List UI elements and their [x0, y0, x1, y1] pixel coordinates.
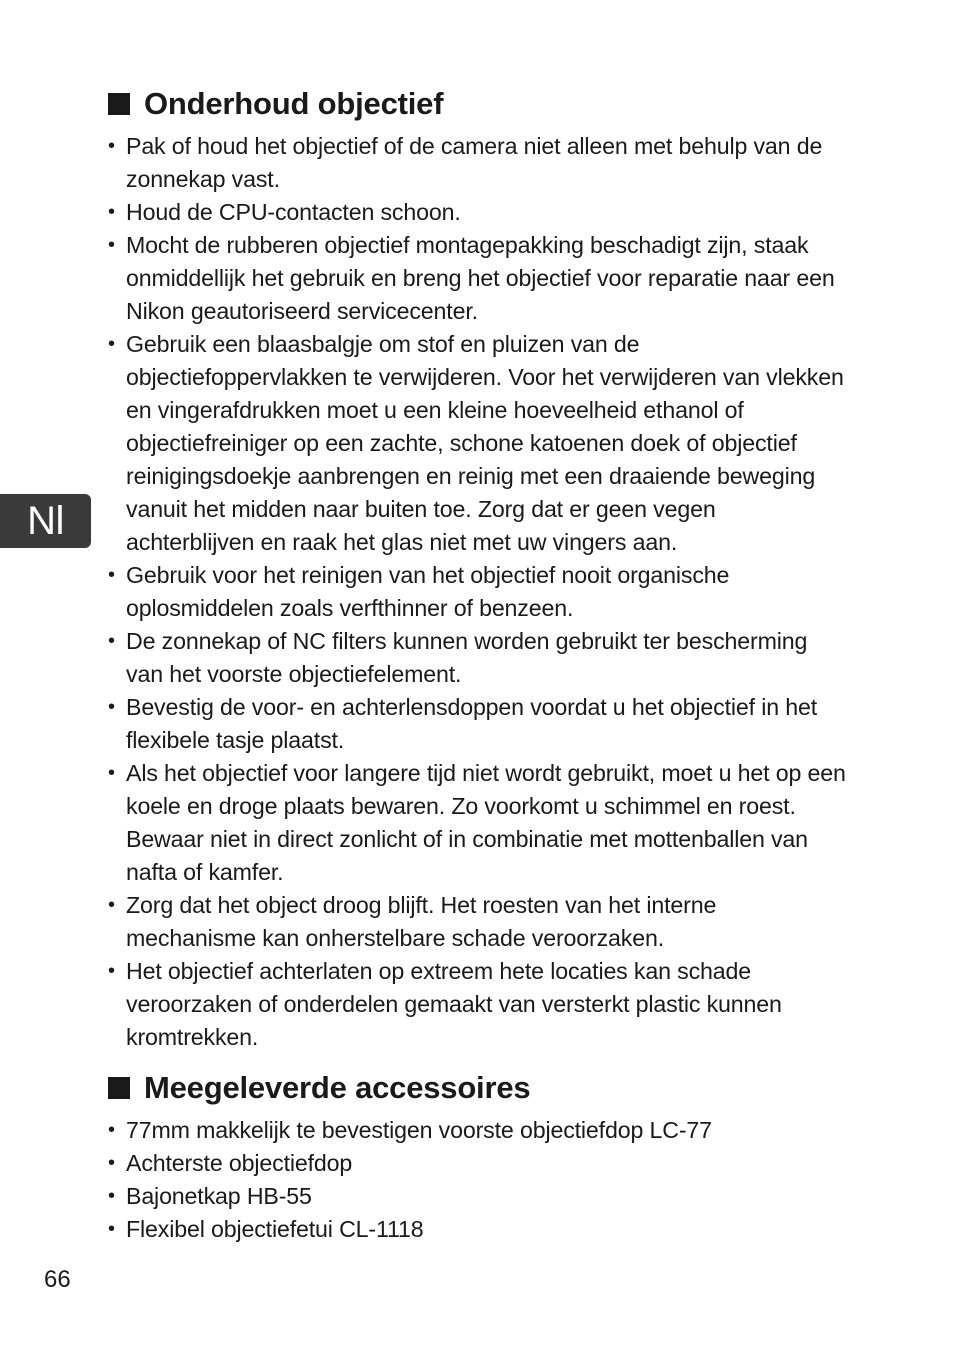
- section-heading: [108, 1068, 848, 1108]
- list-item: • Achterste objectiefdop: [108, 1147, 848, 1180]
- list-item: • Mocht de rubberen objectief montagepakking beschadigt zijn, staak onmiddellijk het gebruik en breng het objectief voor reparatie naar een Nikon geautoriseerd servicecenter.: [108, 229, 848, 328]
- page-number: 66: [44, 1266, 71, 1293]
- list-item: • Bevestig de voor- en achterlensdoppen voordat u het objectief in het flexibele tasje plaatst.: [108, 691, 848, 757]
- list-item: • Flexibel objectiefetui CL-1118: [108, 1213, 848, 1246]
- square-bullet-icon: [108, 1077, 130, 1099]
- section-lens-maintenance: [108, 84, 848, 1054]
- list-item: • Bajonetkap HB-55: [108, 1180, 848, 1213]
- list-item: • Houd de CPU-contacten schoon.: [108, 196, 848, 229]
- section-heading: [108, 84, 848, 124]
- accessories-list: [108, 1114, 848, 1246]
- list-item: • De zonnekap of NC filters kunnen worden gebruikt ter bescherming van het voorste objectiefelement.: [108, 625, 848, 691]
- list-item: • Pak of houd het objectief of de camera niet alleen met behulp van de zonnekap vast.: [108, 130, 848, 196]
- maintenance-list: [108, 130, 848, 1054]
- language-tab: [0, 494, 91, 548]
- list-item: • Gebruik voor het reinigen van het objectief nooit organische oplosmiddelen zoals verfthinner of benzeen.: [108, 559, 848, 625]
- list-item: • Gebruik een blaasbalgje om stof en pluizen van de objectiefoppervlakken te verwijderen. Voor het verwijderen van vlekken en vingerafdrukken moet u een kleine hoeveelheid ethanol of objectiefreiniger op een zachte, schone katoenen doek of objectief reinigingsdoekje aanbrengen en reinig met een draaiende beweging vanuit het midden naar buiten toe. Zorg dat er geen vegen achterblijven en raak het glas niet met uw vingers aan.: [108, 328, 848, 559]
- heading-text: Meegeleverde accessoires: [144, 1070, 531, 1105]
- list-item: • Als het objectief voor langere tijd niet wordt gebruikt, moet u het op een koele en droge plaats bewaren. Zo voorkomt u schimmel en roest. Bewaar niet in direct zonlicht of in combinatie met mottenballen van nafta of kamfer.: [108, 757, 848, 889]
- heading-text: Onderhoud objectief: [144, 86, 444, 121]
- square-bullet-icon: [108, 93, 130, 115]
- list-item: • Het objectief achterlaten op extreem hete locaties kan schade veroorzaken of onderdelen gemaakt van versterkt plastic kunnen kromtrekken.: [108, 955, 848, 1054]
- section-supplied-accessories: [108, 1068, 848, 1246]
- language-tab-label: Nl: [27, 498, 64, 543]
- list-item: • Zorg dat het object droog blijft. Het roesten van het interne mechanisme kan onherstelbare schade veroorzaken.: [108, 889, 848, 955]
- list-item: • 77mm makkelijk te bevestigen voorste objectiefdop LC-77: [108, 1114, 848, 1147]
